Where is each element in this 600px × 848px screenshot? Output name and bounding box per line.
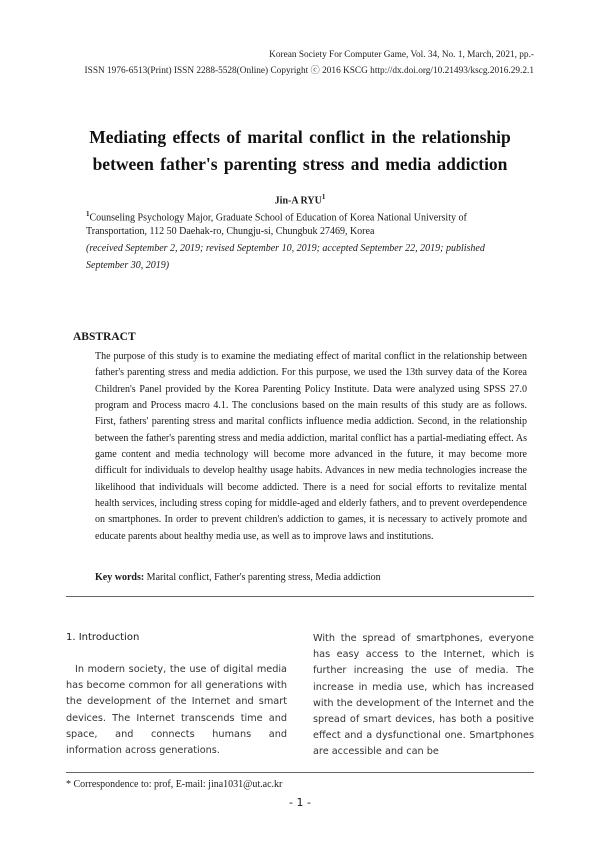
abstract-body: The purpose of this study is to examine the mediating effect of marital conflict in the relationship between father's parenting stress and media addiction. For this purpose, we used the 13th survey data of the Korea Children's Panel provided by the Korea Parenting Policy Institute. Data were analyzed using SPSS 27.0 program and Process macro 4.1. The conclusions based on the main results of this study are as follows. First, fathers' parenting stress and marital conflicts influence media addiction. Second, in the relationship between the father's parenting stress and media addiction, marital conflict has a partial-mediating effect. As game content and media technology will become more advanced in the future, it may become more difficult for individuals to develop healthy usage habits. Advances in new media technologies increase the likelihood that individuals will become addicted. There is a need for social efforts to revitalize mental health services, including stress coping for middle-aged and elderly fathers, and to prevent overdependence on smartphones. In order to prevent children's addiction to games, it is necessary to actively promote and educate parents about healthy media use, as well as to improve laws and institutions.: [95, 351, 527, 542]
journal-header-line2: ISSN 1976-6513(Print) ISSN 2288-5528(Online) Copyright ⓒ 2016 KSCG http://dx.doi.org/10.21493/kscg.2016.29.2.1: [84, 66, 534, 76]
introduction-heading: 1. Introduction: [66, 632, 140, 643]
page-number: - 1 -: [289, 796, 311, 809]
footnote-divider: [66, 772, 534, 773]
introduction-right-column: With the spread of smartphones, everyone has easy access to the Internet, which is further increasing the use of media. The increase in media use, which has increased with the development of the Internet and the spread of smart devices, has both a positive effect and a dysfunctional one. Smartphones are accessible and can be: [313, 633, 534, 758]
introduction-left-column: In modern society, the use of digital media has become common for all generations with the development of the Internet and smart devices. The Internet transcends time and space, and connects humans and information across generations.: [66, 664, 287, 757]
affiliation-line2: Transportation, 112 50 Daehak-ro, Chungju-si, Chungbuk 27469, Korea: [86, 226, 375, 237]
dates-line2: September 30, 2019): [86, 260, 170, 271]
author: [0, 193, 600, 206]
paper-title-line1: Mediating effects of marital conflict in the relationship: [89, 127, 511, 147]
keywords-label: Key words:: [95, 572, 145, 583]
correspondence-footnote: * Correspondence to: prof, E-mail: jina1031@ut.ac.kr: [66, 779, 283, 790]
dates-line1: (received September 2, 2019; revised September 10, 2019; accepted September 22, 2019; published: [86, 243, 485, 254]
author-name: Jin-A RYU: [274, 195, 322, 207]
section-divider: [66, 596, 534, 597]
affiliation-superscript: 1: [86, 210, 90, 218]
keywords: [95, 572, 381, 583]
affiliation-line1: $^1$Counseling Psychology Major, Graduate School of Education of Korea National University of: [86, 210, 467, 224]
abstract-heading: ABSTRACT: [73, 331, 136, 343]
paper-title-line2: between father's parenting stress and media addiction: [92, 154, 508, 174]
author-superscript: 1: [321, 193, 326, 201]
keywords-text: Marital conflict, Father's parenting stress, Media addiction: [146, 572, 381, 583]
journal-header-line1: Korean Society For Computer Game, Vol. 34, No. 1, March, 2021, pp.-: [269, 50, 534, 60]
